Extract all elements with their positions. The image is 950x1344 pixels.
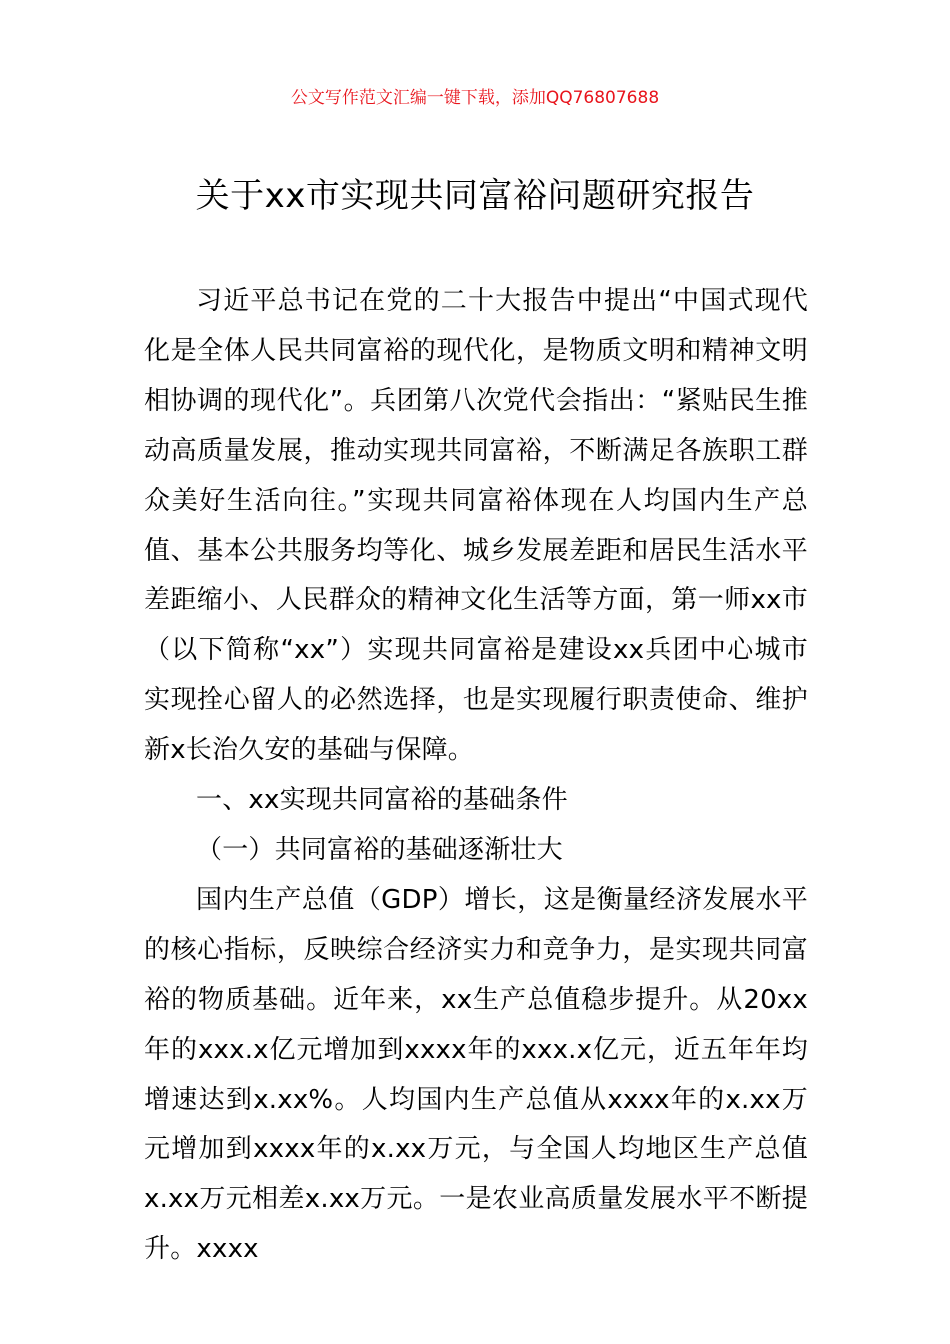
intro-paragraph: 习近平总书记在党的二十大报告中提出“中国式现代化是全体人民共同富裕的现代化，是物质文明和精神文明相协调的现代化”。兵团第八次党代会指出：“紧贴民生推动高质量发展，推动实现共同富裕，不断满足各族职工群众美好生活向往。”实现共同富裕体现在人均国内生产总值、基本公共服务均等化、城乡发展差距和居民生活水平差距缩小、人民群众的精神文化生活等方面，第一师xx市（以下简称“xx”）实现共同富裕是建设xx兵团中心城市实现拴心留人的必然选择，也是实现履行职责使命、维护新x长治久安的基础与保障。 bbox=[144, 286, 808, 766]
document-title: 关于xx市实现共同富裕问题研究报告 bbox=[195, 176, 755, 216]
gdp-paragraph: 国内生产总值（GDP）增长，这是衡量经济发展水平的核心指标，反映综合经济实力和竞争力，是实现共同富裕的物质基础。近年来，xx生产总值稳步提升。从20xx年的xxx.x亿元增加到xxxx年的xxx.x亿元，近五年年均增速达到x.xx%。人均国内生产总值从xxxx年的x.xx万元增加到xxxx年的x.xx万元，与全国人均地区生产总值x.xx万元相差x.xx万元。一是农业高质量发展水平不断提升。xxxx bbox=[144, 884, 808, 1265]
watermark-banner: 公文写作范文汇编一键下载，添加QQ76807688 bbox=[290, 88, 660, 108]
document-body bbox=[144, 277, 808, 1275]
section-heading: 一、xx实现共同富裕的基础条件 bbox=[196, 785, 568, 816]
subsection-heading: （一）共同富裕的基础逐渐壮大 bbox=[196, 834, 563, 865]
